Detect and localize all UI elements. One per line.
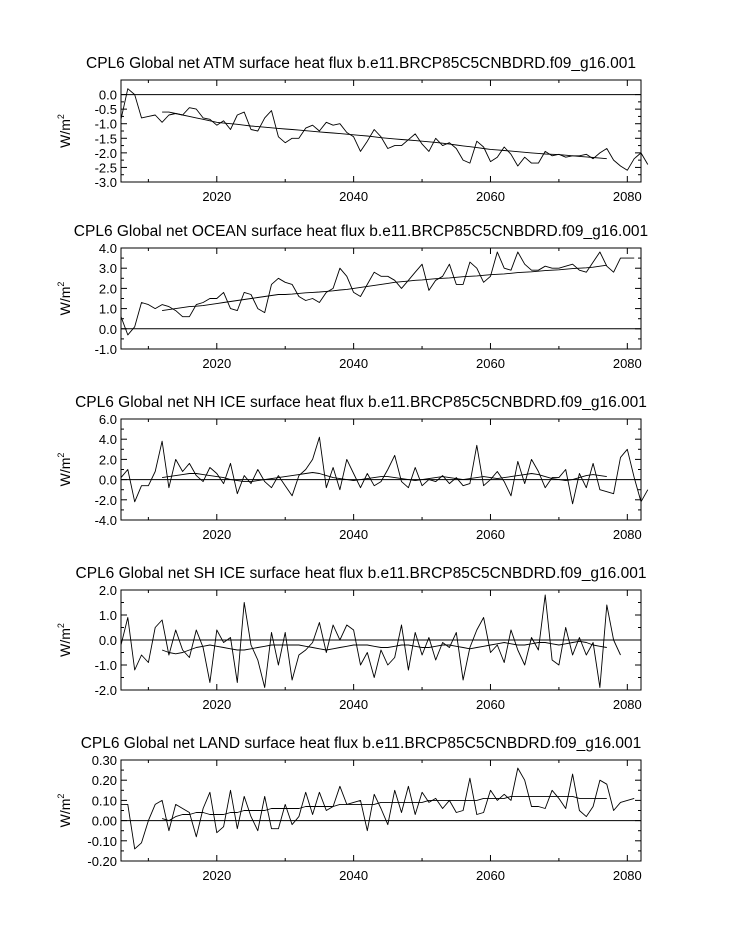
annual-series-line — [121, 768, 634, 849]
y-axis-label-unit: W/m — [57, 457, 73, 487]
y-tick-label: 0.30 — [91, 753, 117, 768]
x-tick-label: 2060 — [476, 527, 505, 542]
y-tick-label: -2.0 — [94, 145, 117, 161]
smoothed-series-line — [162, 473, 607, 482]
x-tick-label: 2040 — [339, 527, 369, 542]
annual-series-line — [121, 89, 648, 171]
chart-title: CPL6 Global net SH ICE surface heat flux b.e11.BRCP85C5CNBDRD.f09_g16.001 — [75, 565, 647, 582]
y-axis-label-superscript: 2 — [56, 793, 66, 799]
y-tick-label: 2.0 — [98, 452, 117, 468]
x-tick-label: 2020 — [202, 527, 232, 542]
y-tick-label: 6.0 — [98, 412, 117, 427]
x-tick-label: 2020 — [202, 189, 232, 204]
annual-series-line — [121, 595, 621, 688]
chart-title: CPL6 Global net LAND surface heat flux b.e11.BRCP85C5CNBDRD.f09_g16.001 — [80, 735, 642, 752]
plot-frame — [121, 80, 641, 182]
y-tick-label: 4.0 — [98, 432, 117, 448]
chart-title: CPL6 Global net ATM surface heat flux b.e11.BRCP85C5CNBDRD.f09_g16.001 — [86, 55, 636, 72]
smoothed-series-line — [162, 112, 607, 159]
panel-2 — [56, 223, 648, 371]
panel-1 — [56, 55, 648, 204]
y-axis-label-unit: W/m — [57, 286, 73, 316]
y-axis-label-unit: W/m — [57, 628, 73, 657]
y-tick-label: 0.20 — [91, 773, 117, 789]
y-tick-label: -2.5 — [94, 160, 117, 176]
y-axis-label-superscript: 2 — [56, 114, 66, 120]
chart-title: CPL6 Global net NH ICE surface heat flux b.e11.BRCP85C5CNBDRD.f09_g16.001 — [75, 394, 647, 411]
y-tick-label: -1.0 — [94, 342, 117, 357]
y-axis-label-unit: W/m — [57, 798, 73, 828]
y-axis-label-superscript: 2 — [56, 281, 66, 287]
x-tick-label: 2040 — [339, 868, 369, 883]
x-tick-label: 2020 — [202, 697, 232, 712]
y-tick-label: -0.20 — [87, 854, 117, 869]
y-tick-label: -0.5 — [94, 102, 117, 118]
x-tick-label: 2060 — [476, 697, 505, 712]
y-tick-label: -1.0 — [94, 658, 117, 673]
y-tick-label: 1.0 — [98, 301, 117, 317]
annual-series-line — [121, 437, 648, 504]
y-tick-label: 2.0 — [98, 583, 117, 598]
x-tick-label: 2020 — [202, 868, 232, 883]
x-tick-label: 2080 — [612, 697, 642, 712]
x-tick-label: 2040 — [339, 356, 369, 371]
y-tick-label: -1.5 — [94, 131, 117, 147]
y-axis-label-superscript: 2 — [56, 452, 66, 458]
y-tick-label: -4.0 — [94, 513, 117, 528]
y-tick-label: 0.10 — [91, 793, 117, 809]
y-tick-label: 1.0 — [98, 608, 117, 623]
y-axis-label — [56, 623, 73, 657]
x-tick-label: 2040 — [339, 697, 369, 712]
y-tick-label: 4.0 — [98, 241, 117, 256]
y-tick-label: 0.0 — [98, 321, 117, 337]
x-tick-label: 2060 — [476, 189, 505, 204]
y-tick-label: 0.0 — [98, 87, 117, 103]
x-tick-label: 2080 — [612, 868, 642, 883]
y-tick-label: -2.0 — [94, 492, 117, 508]
x-tick-label: 2040 — [339, 189, 369, 204]
panel-3 — [56, 394, 648, 542]
x-tick-label: 2060 — [476, 868, 505, 883]
y-tick-label: -3.0 — [94, 175, 117, 190]
y-axis-label-unit: W/m — [57, 119, 73, 148]
x-tick-label: 2080 — [612, 356, 642, 371]
y-axis-label — [56, 114, 73, 148]
y-tick-label: 3.0 — [98, 261, 117, 277]
panel-4 — [56, 565, 646, 712]
panel-5 — [56, 735, 642, 883]
x-tick-label: 2080 — [612, 527, 642, 542]
y-axis-label — [56, 453, 73, 487]
annual-series-line — [121, 252, 634, 335]
smoothed-series-line — [162, 641, 607, 654]
plot-frame — [121, 248, 641, 349]
x-tick-label: 2080 — [612, 189, 642, 204]
y-tick-label: 0.00 — [91, 813, 117, 829]
y-tick-label: -0.10 — [87, 833, 117, 849]
plot-frame — [121, 760, 641, 861]
x-tick-label: 2060 — [476, 356, 505, 371]
plot-frame — [121, 419, 641, 520]
x-tick-label: 2020 — [202, 356, 232, 371]
y-axis-label — [56, 794, 73, 828]
y-tick-label: 2.0 — [98, 281, 117, 297]
y-tick-label: -1.0 — [94, 116, 117, 132]
y-tick-label: 0.0 — [98, 633, 117, 648]
chart-title: CPL6 Global net OCEAN surface heat flux b.e11.BRCP85C5CNBDRD.f09_g16.001 — [73, 223, 649, 240]
y-tick-label: -2.0 — [94, 683, 117, 698]
y-tick-label: 0.0 — [98, 472, 117, 488]
y-axis-label — [56, 282, 73, 316]
y-axis-label-superscript: 2 — [56, 623, 66, 629]
